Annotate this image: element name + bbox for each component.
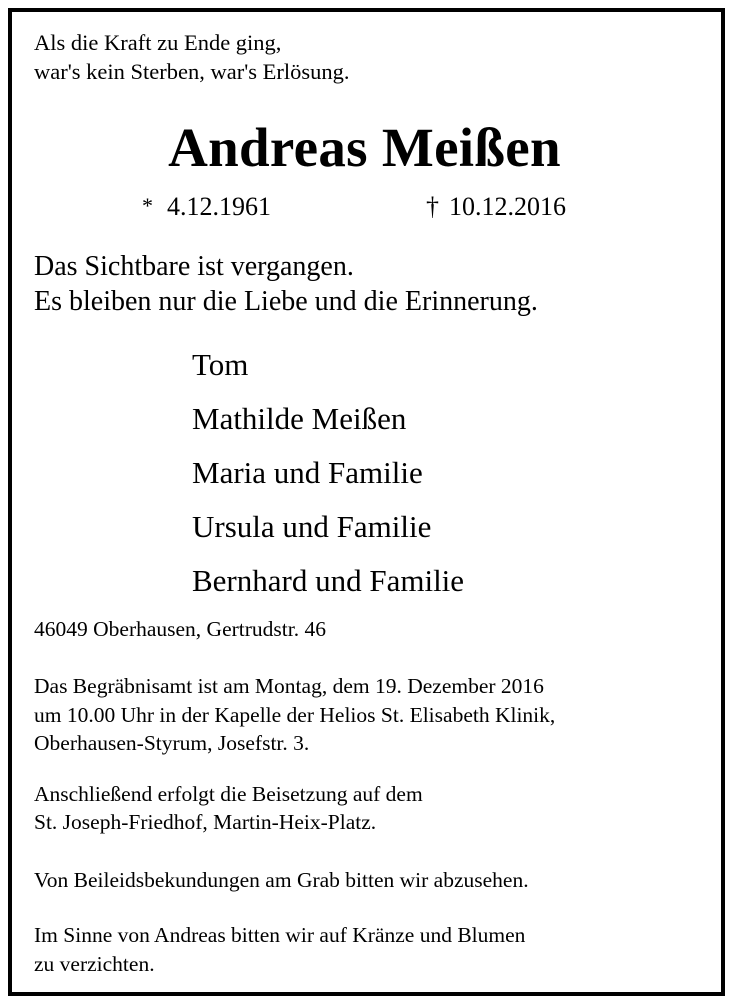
birth-date-line	[142, 194, 271, 220]
funeral-info-line-3: Oberhausen-Styrum, Josefstr. 3.	[34, 731, 310, 755]
mourner-name: Bernhard und Familie	[192, 563, 465, 598]
death-date: 10.12.2016	[449, 192, 566, 221]
funeral-info-line-1: Das Begräbnisamt ist am Montag, dem 19. Dezember 2016	[34, 674, 544, 698]
burial-info-line-1: Anschließend erfolgt die Beisetzung auf dem	[34, 782, 423, 806]
birth-star-icon: *	[142, 193, 153, 218]
mourner-name: Ursula und Familie	[192, 509, 432, 544]
quote-line-1: Das Sichtbare ist vergangen.	[34, 251, 354, 282]
motto-line-2: war's kein Sterben, war's Erlösung.	[34, 59, 350, 84]
death-date-line	[426, 194, 566, 220]
deceased-name: Andreas Meißen	[168, 117, 561, 178]
flowers-wish-line-2: zu verzichten.	[34, 952, 155, 976]
motto-line-1: Als die Kraft zu Ende ging,	[34, 30, 282, 55]
burial-info-line-2: St. Joseph-Friedhof, Martin-Heix-Platz.	[34, 810, 377, 834]
birth-date: 4.12.1961	[167, 192, 271, 221]
death-cross-icon: †	[426, 192, 439, 221]
flowers-wish-line-1: Im Sinne von Andreas bitten wir auf Kränze und Blumen	[34, 923, 526, 947]
condolences-note: Von Beileidsbekundungen am Grab bitten wir abzusehen.	[34, 868, 529, 892]
family-address: 46049 Oberhausen, Gertrudstr. 46	[34, 617, 326, 641]
quote-line-2: Es bleiben nur die Liebe und die Erinnerung.	[34, 286, 538, 317]
mourner-name: Maria und Familie	[192, 455, 423, 490]
funeral-info-line-2: um 10.00 Uhr in der Kapelle der Helios St. Elisabeth Klinik,	[34, 703, 556, 727]
mourner-name: Tom	[192, 347, 249, 382]
mourner-name: Mathilde Meißen	[192, 401, 407, 436]
mourners-list	[192, 338, 464, 608]
